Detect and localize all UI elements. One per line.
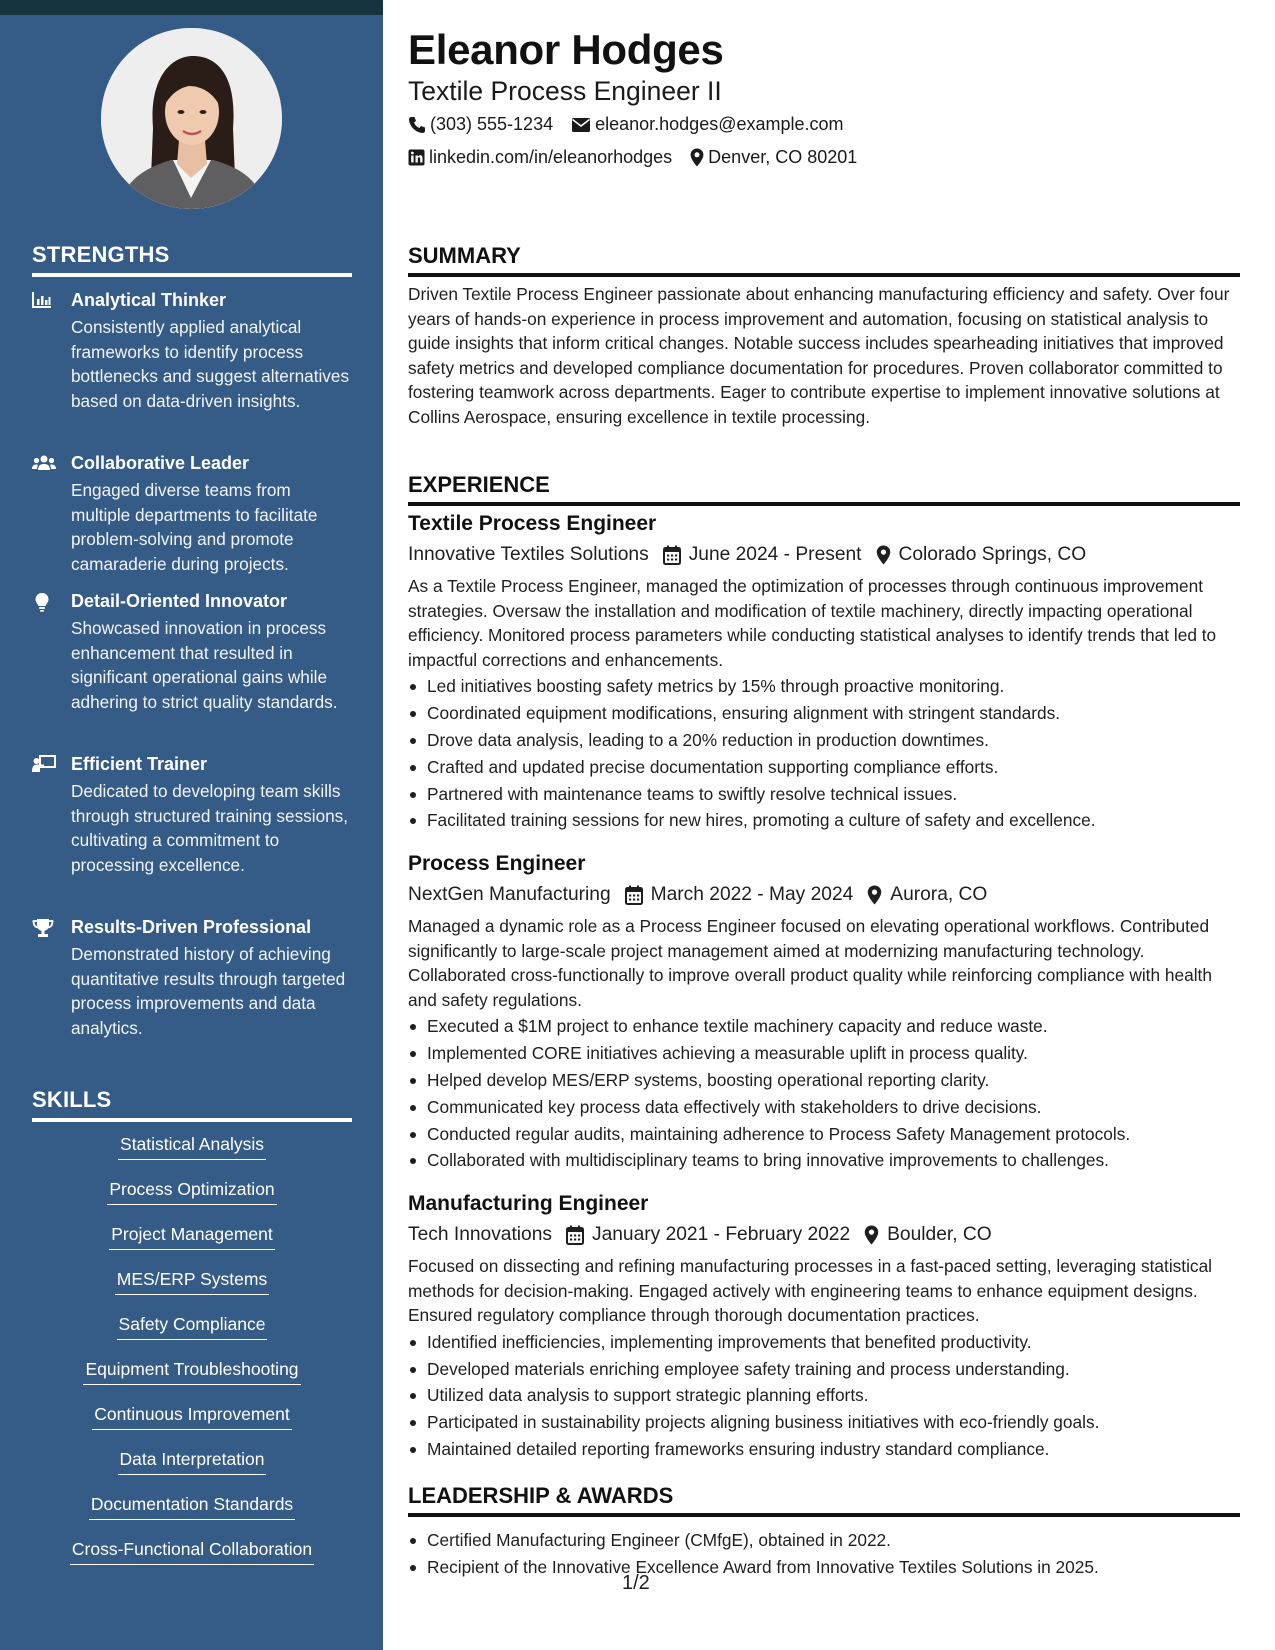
email-contact[interactable] bbox=[571, 114, 843, 135]
bullet-item: Conducted regular audits, maintaining adherence to Process Safety Management protocols. bbox=[408, 1121, 1240, 1148]
strength-title: Analytical Thinker bbox=[71, 290, 227, 310]
linkedin-contact[interactable] bbox=[408, 147, 672, 168]
trophy-icon bbox=[32, 918, 56, 938]
strength-title: Efficient Trainer bbox=[71, 754, 208, 774]
strength-title: Results-Driven Professional bbox=[71, 917, 312, 937]
bullet-item: Helped develop MES/ERP systems, boosting operational reporting clarity. bbox=[408, 1067, 1240, 1094]
linkedin-icon bbox=[408, 149, 425, 166]
bullet-item: Coordinated equipment modifications, ensuring alignment with stringent standards. bbox=[408, 700, 1240, 727]
email-text: eleanor.hodges@example.com bbox=[595, 114, 844, 134]
job-meta bbox=[408, 542, 1240, 568]
lightbulb-icon bbox=[32, 592, 56, 612]
job-meta bbox=[408, 1222, 1240, 1248]
linkedin-text: linkedin.com/in/eleanorhodges bbox=[429, 147, 673, 167]
skill-item bbox=[32, 1358, 352, 1403]
contact-row bbox=[408, 147, 875, 168]
strength-item bbox=[32, 916, 354, 1040]
bullet-item: Crafted and updated precise documentation supporting compliance efforts. bbox=[408, 754, 1240, 781]
bullet-item: Led initiatives boosting safety metrics by 15% through proactive monitoring. bbox=[408, 673, 1240, 700]
skill-label: Equipment Troubleshooting bbox=[83, 1358, 300, 1385]
bullet-item: Developed materials enriching employee safety training and process understanding. bbox=[408, 1356, 1240, 1383]
skill-label: Statistical Analysis bbox=[118, 1133, 266, 1160]
job-company: Tech Innovations bbox=[408, 1224, 552, 1245]
job-description: Managed a dynamic role as a Process Engineer focused on elevating operational workflows. Contributed significantly to large-scale project management aimed at modernizing manufacturing technology. Collaborated cross-functionally to improve overall product quality while reinforcing compliance with health and safety regulations. bbox=[408, 916, 1212, 1010]
job-location: Colorado Springs, CO bbox=[898, 544, 1087, 565]
bullet-item: Communicated key process data effectively with stakeholders to drive decisions. bbox=[408, 1094, 1240, 1121]
strength-title: Collaborative Leader bbox=[71, 453, 250, 473]
skill-label: Cross-Functional Collaboration bbox=[70, 1538, 314, 1565]
job-dates: March 2022 - May 2024 bbox=[650, 884, 854, 905]
skill-item bbox=[32, 1313, 352, 1358]
strength-title: Detail-Oriented Innovator bbox=[71, 591, 288, 611]
skill-label: Safety Compliance bbox=[117, 1313, 268, 1340]
contact-row bbox=[408, 114, 862, 135]
skills-list bbox=[32, 1133, 352, 1583]
phone-icon bbox=[408, 116, 426, 134]
skill-label: Documentation Standards bbox=[89, 1493, 295, 1520]
job-title: Manufacturing Engineer bbox=[408, 1192, 649, 1215]
bullet-item: Partnered with maintenance teams to swiftly resolve technical issues. bbox=[408, 781, 1240, 808]
summary-text: Driven Textile Process Engineer passionate about enhancing manufacturing efficiency and safety. Over four years of hands-on experience in process improvement and automation, focusing on statistical analysis to guide insights that inform critical changes. Notable success includes spearheading initiatives that improved safety metrics and developed compliance documentation for procedures. Proven collaborator committed to fostering teamwork across departments. Eager to contribute expertise to implement innovative solutions at Collins Aerospace, ensuring excellence in textile processing. bbox=[408, 284, 1230, 427]
job-description: As a Textile Process Engineer, managed the optimization of processes through continuous improvement strategies. Oversaw the installation and modification of textile machinery, directly impacting operational efficiency. Monitored process parameters while conducting statistical analyses to identify trends that led to impactful corrections and enhancements. bbox=[408, 576, 1217, 670]
job-meta bbox=[408, 882, 1240, 908]
job-location: Aurora, CO bbox=[890, 884, 988, 905]
bullet-item: Implemented CORE initiatives achieving a measurable uplift in process quality. bbox=[408, 1040, 1240, 1067]
skill-item bbox=[32, 1493, 352, 1538]
profile-photo bbox=[101, 28, 282, 209]
chalkboard-teacher-icon bbox=[32, 755, 56, 775]
bullet-item: Identified inefficiencies, implementing improvements that benefited productivity. bbox=[408, 1329, 1240, 1356]
job-bullets bbox=[408, 1329, 1240, 1463]
strength-item bbox=[32, 289, 354, 413]
skills-heading: SKILLS bbox=[32, 1087, 352, 1122]
summary-heading: SUMMARY bbox=[408, 243, 1240, 277]
sidebar bbox=[0, 0, 383, 1650]
job-dates: January 2021 - February 2022 bbox=[592, 1224, 851, 1245]
skill-item bbox=[32, 1178, 352, 1223]
skill-item bbox=[32, 1133, 352, 1178]
job-location: Boulder, CO bbox=[887, 1224, 992, 1245]
sidebar-top-bar bbox=[0, 0, 383, 15]
skill-item bbox=[32, 1448, 352, 1493]
strength-description: Demonstrated history of achieving quantitative results through targeted process improvements and data analytics. bbox=[71, 944, 346, 1038]
bullet-item: Utilized data analysis to support strategic planning efforts. bbox=[408, 1382, 1240, 1409]
experience-heading: EXPERIENCE bbox=[408, 472, 1240, 506]
leadership-heading: LEADERSHIP & AWARDS bbox=[408, 1483, 1240, 1517]
skill-item bbox=[32, 1538, 352, 1583]
skill-label: Continuous Improvement bbox=[92, 1403, 292, 1430]
strength-description: Dedicated to developing team skills through structured training sessions, cultivating a commitment to processing excellence. bbox=[71, 781, 349, 875]
job-bullets bbox=[408, 1013, 1240, 1174]
page-number: 1/2 bbox=[622, 1572, 650, 1594]
award-item: Recipient of the Innovative Excellence Award from Innovative Textiles Solutions in 2025. bbox=[408, 1554, 1240, 1581]
phone-contact[interactable] bbox=[408, 114, 553, 135]
job-title: Process Engineer bbox=[408, 852, 586, 875]
calendar-icon bbox=[566, 1225, 584, 1245]
job-company: Innovative Textiles Solutions bbox=[408, 544, 649, 565]
job-entry bbox=[408, 511, 1240, 834]
strengths-heading: STRENGTHS bbox=[32, 242, 352, 277]
map-pin-icon bbox=[876, 545, 891, 565]
candidate-name: Eleanor Hodges bbox=[408, 26, 724, 73]
bullet-item: Collaborated with multidisciplinary teams to bring innovative improvements to challenges. bbox=[408, 1147, 1240, 1174]
skill-label: Project Management bbox=[109, 1223, 274, 1250]
users-icon bbox=[32, 454, 56, 474]
strength-item bbox=[32, 452, 354, 576]
skill-label: Process Optimization bbox=[107, 1178, 276, 1205]
bullet-item: Executed a $1M project to enhance textile machinery capacity and reduce waste. bbox=[408, 1013, 1240, 1040]
strength-description: Consistently applied analytical frameworks to identify process bottlenecks and suggest alternatives based on data-driven insights. bbox=[71, 317, 350, 411]
bullet-item: Facilitated training sessions for new hires, promoting a culture of safety and excellence. bbox=[408, 807, 1240, 834]
envelope-icon bbox=[571, 117, 591, 133]
strength-description: Showcased innovation in process enhancement that resulted in significant operational gains while adhering to strict quality standards. bbox=[71, 618, 338, 712]
skill-item bbox=[32, 1268, 352, 1313]
bar-chart-icon bbox=[32, 291, 56, 311]
skill-item bbox=[32, 1403, 352, 1448]
skill-label: MES/ERP Systems bbox=[115, 1268, 269, 1295]
job-entry bbox=[408, 1191, 1240, 1463]
job-company: NextGen Manufacturing bbox=[408, 884, 611, 905]
calendar-icon bbox=[625, 885, 643, 905]
bullet-item: Drove data analysis, leading to a 20% reduction in production downtimes. bbox=[408, 727, 1240, 754]
map-pin-icon bbox=[690, 148, 704, 167]
job-description: Focused on dissecting and refining manufacturing processes in a fast-paced setting, leveraging statistical methods for decision-making. Engaged actively with engineering teams to enhance equipment designs. Ensured regulatory compliance through thorough documentation practices. bbox=[408, 1256, 1213, 1326]
bullet-item: Participated in sustainability projects aligning business initiatives with eco-friendly goals. bbox=[408, 1409, 1240, 1436]
skill-item bbox=[32, 1223, 352, 1268]
strength-item bbox=[32, 590, 354, 714]
phone-text: (303) 555-1234 bbox=[430, 114, 554, 134]
location-text: Denver, CO 80201 bbox=[708, 147, 858, 167]
job-bullets bbox=[408, 673, 1240, 834]
skill-label: Data Interpretation bbox=[118, 1448, 267, 1475]
strength-description: Engaged diverse teams from multiple departments to facilitate problem-solving and promote camaraderie during projects. bbox=[71, 480, 318, 574]
candidate-role: Textile Process Engineer II bbox=[408, 76, 722, 106]
job-dates: June 2024 - Present bbox=[688, 544, 862, 565]
job-entry bbox=[408, 851, 1240, 1174]
job-title: Textile Process Engineer bbox=[408, 512, 657, 535]
strength-item bbox=[32, 753, 354, 877]
location-contact bbox=[690, 147, 857, 168]
awards-list bbox=[408, 1527, 1240, 1581]
map-pin-icon bbox=[864, 1225, 879, 1245]
map-pin-icon bbox=[867, 885, 882, 905]
calendar-icon bbox=[663, 545, 681, 565]
bullet-item: Maintained detailed reporting frameworks ensuring industry standard compliance. bbox=[408, 1436, 1240, 1463]
award-item: Certified Manufacturing Engineer (CMfgE), obtained in 2022. bbox=[408, 1527, 1240, 1554]
